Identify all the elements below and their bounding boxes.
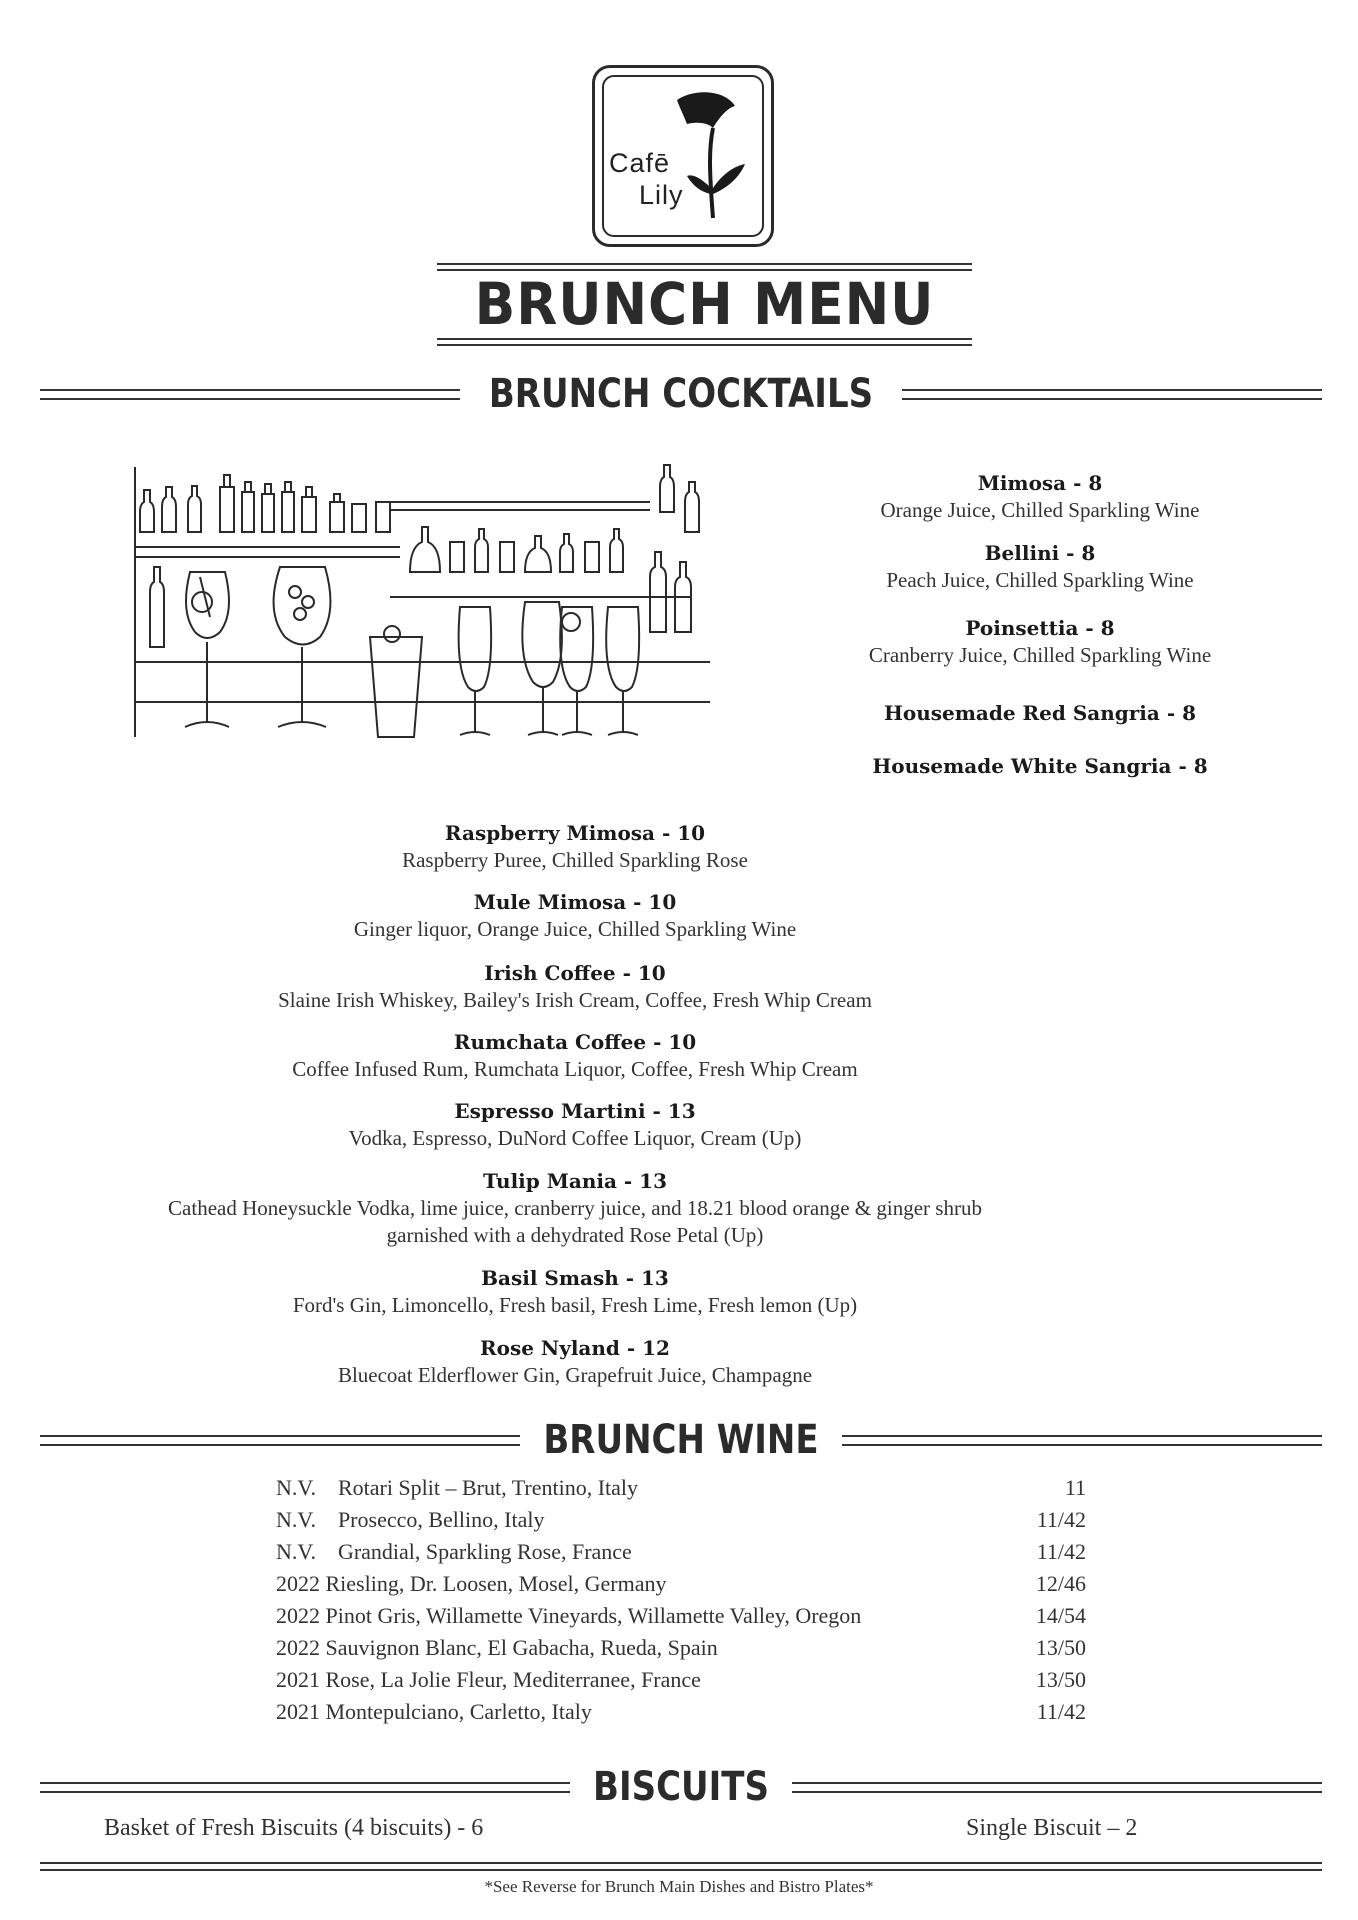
wine-price: 11/42 bbox=[1036, 1507, 1086, 1532]
wine-label: N.V. Grandial, Sparkling Rose, France bbox=[276, 1539, 632, 1564]
wine-label: 2021 Montepulciano, Carletto, Italy bbox=[276, 1699, 592, 1724]
title-rule bbox=[437, 338, 972, 340]
cocktail-item: Housemade White Sangria - 8 bbox=[872, 754, 1208, 778]
wine-price: 14/54 bbox=[1035, 1603, 1086, 1628]
wine-list bbox=[276, 1475, 1086, 1731]
section-header-biscuits: BISCUITS bbox=[40, 1762, 1322, 1812]
cocktail-item: Basil Smash - 13 Ford's Gin, Limoncello, Fresh basil, Fresh Lime, Fresh lemon (Up) bbox=[292, 1266, 858, 1317]
wine-price: 12/46 bbox=[1035, 1571, 1086, 1596]
biscuit-single: Single Biscuit – 2 bbox=[966, 1815, 1138, 1841]
wine-row bbox=[276, 1635, 1086, 1667]
wine-label: 2022 Pinot Gris, Willamette Vineyards, Willamette Valley, Oregon bbox=[276, 1603, 862, 1628]
cocktail-item: Bellini - 8 Peach Juice, Chilled Sparkling Wine bbox=[886, 541, 1194, 592]
logo-text-lily: Lily bbox=[639, 180, 684, 210]
cocktail-item: Mule Mimosa - 10 Ginger liquor, Orange Juice, Chilled Sparkling Wine bbox=[353, 890, 797, 941]
section-header-cocktails: BRUNCH COCKTAILS bbox=[40, 369, 1322, 419]
cocktail-item: Tulip Mania - 13 Cathead Honeysuckle Vodka, lime juice, cranberry juice, and 18.21 blood orange & ginger shrub garnished with a dehydrated Rose Petal (Up) bbox=[168, 1169, 982, 1247]
wine-row bbox=[276, 1571, 1086, 1603]
section-header-wine: BRUNCH WINE bbox=[40, 1415, 1322, 1465]
cocktail-item: Mimosa - 8 Orange Juice, Chilled Sparkling Wine bbox=[880, 471, 1200, 522]
wine-row bbox=[276, 1699, 1086, 1731]
wine-label: 2022 Riesling, Dr. Loosen, Mosel, Germany bbox=[276, 1571, 667, 1596]
wine-price: 11 bbox=[1064, 1475, 1086, 1500]
wine-row bbox=[276, 1475, 1086, 1507]
cafe-lily-logo bbox=[592, 65, 774, 247]
wine-price: 13/50 bbox=[1035, 1667, 1086, 1692]
wine-label: N.V. Prosecco, Bellino, Italy bbox=[276, 1507, 545, 1532]
wine-row bbox=[276, 1603, 1086, 1635]
cocktail-item: Raspberry Mimosa - 10 Raspberry Puree, Chilled Sparkling Rose bbox=[402, 821, 748, 872]
bar-illustration bbox=[130, 452, 720, 752]
wine-price: 11/42 bbox=[1036, 1699, 1086, 1724]
footer-note: *See Reverse for Brunch Main Dishes and Bistro Plates* bbox=[484, 1877, 874, 1896]
cocktail-item: Irish Coffee - 10 Slaine Irish Whiskey, Bailey's Irish Cream, Coffee, Fresh Whip Cream bbox=[278, 961, 872, 1012]
wine-row bbox=[276, 1507, 1086, 1539]
cocktail-item: Housemade Red Sangria - 8 bbox=[883, 701, 1196, 725]
title-rule bbox=[437, 344, 972, 346]
wine-row bbox=[276, 1667, 1086, 1699]
page-title: BRUNCH MENU bbox=[474, 270, 935, 338]
cocktail-item: Rose Nyland - 12 Bluecoat Elderflower Gin, Grapefruit Juice, Champagne bbox=[337, 1336, 813, 1387]
wine-label: N.V. Rotari Split – Brut, Trentino, Italy bbox=[276, 1475, 639, 1500]
footer-rule bbox=[40, 1869, 1322, 1871]
title-rule bbox=[437, 263, 972, 265]
wine-price: 13/50 bbox=[1035, 1635, 1086, 1660]
wine-label: 2022 Sauvignon Blanc, El Gabacha, Rueda, Spain bbox=[276, 1635, 718, 1660]
cocktail-item: Espresso Martini - 13 Vodka, Espresso, DuNord Coffee Liquor, Cream (Up) bbox=[348, 1099, 802, 1150]
cocktail-item: Poinsettia - 8 Cranberry Juice, Chilled Sparkling Wine bbox=[868, 616, 1212, 667]
biscuit-basket: Basket of Fresh Biscuits (4 biscuits) - 6 bbox=[104, 1815, 484, 1841]
logo-text-cafe: Cafē bbox=[609, 148, 671, 178]
wine-price: 11/42 bbox=[1036, 1539, 1086, 1564]
cocktail-item: Rumchata Coffee - 10 Coffee Infused Rum, Rumchata Liquor, Coffee, Fresh Whip Cream bbox=[292, 1030, 858, 1081]
wine-label: 2021 Rose, La Jolie Fleur, Mediterranee, France bbox=[276, 1667, 701, 1692]
wine-row bbox=[276, 1539, 1086, 1571]
footer-rule bbox=[40, 1862, 1322, 1864]
